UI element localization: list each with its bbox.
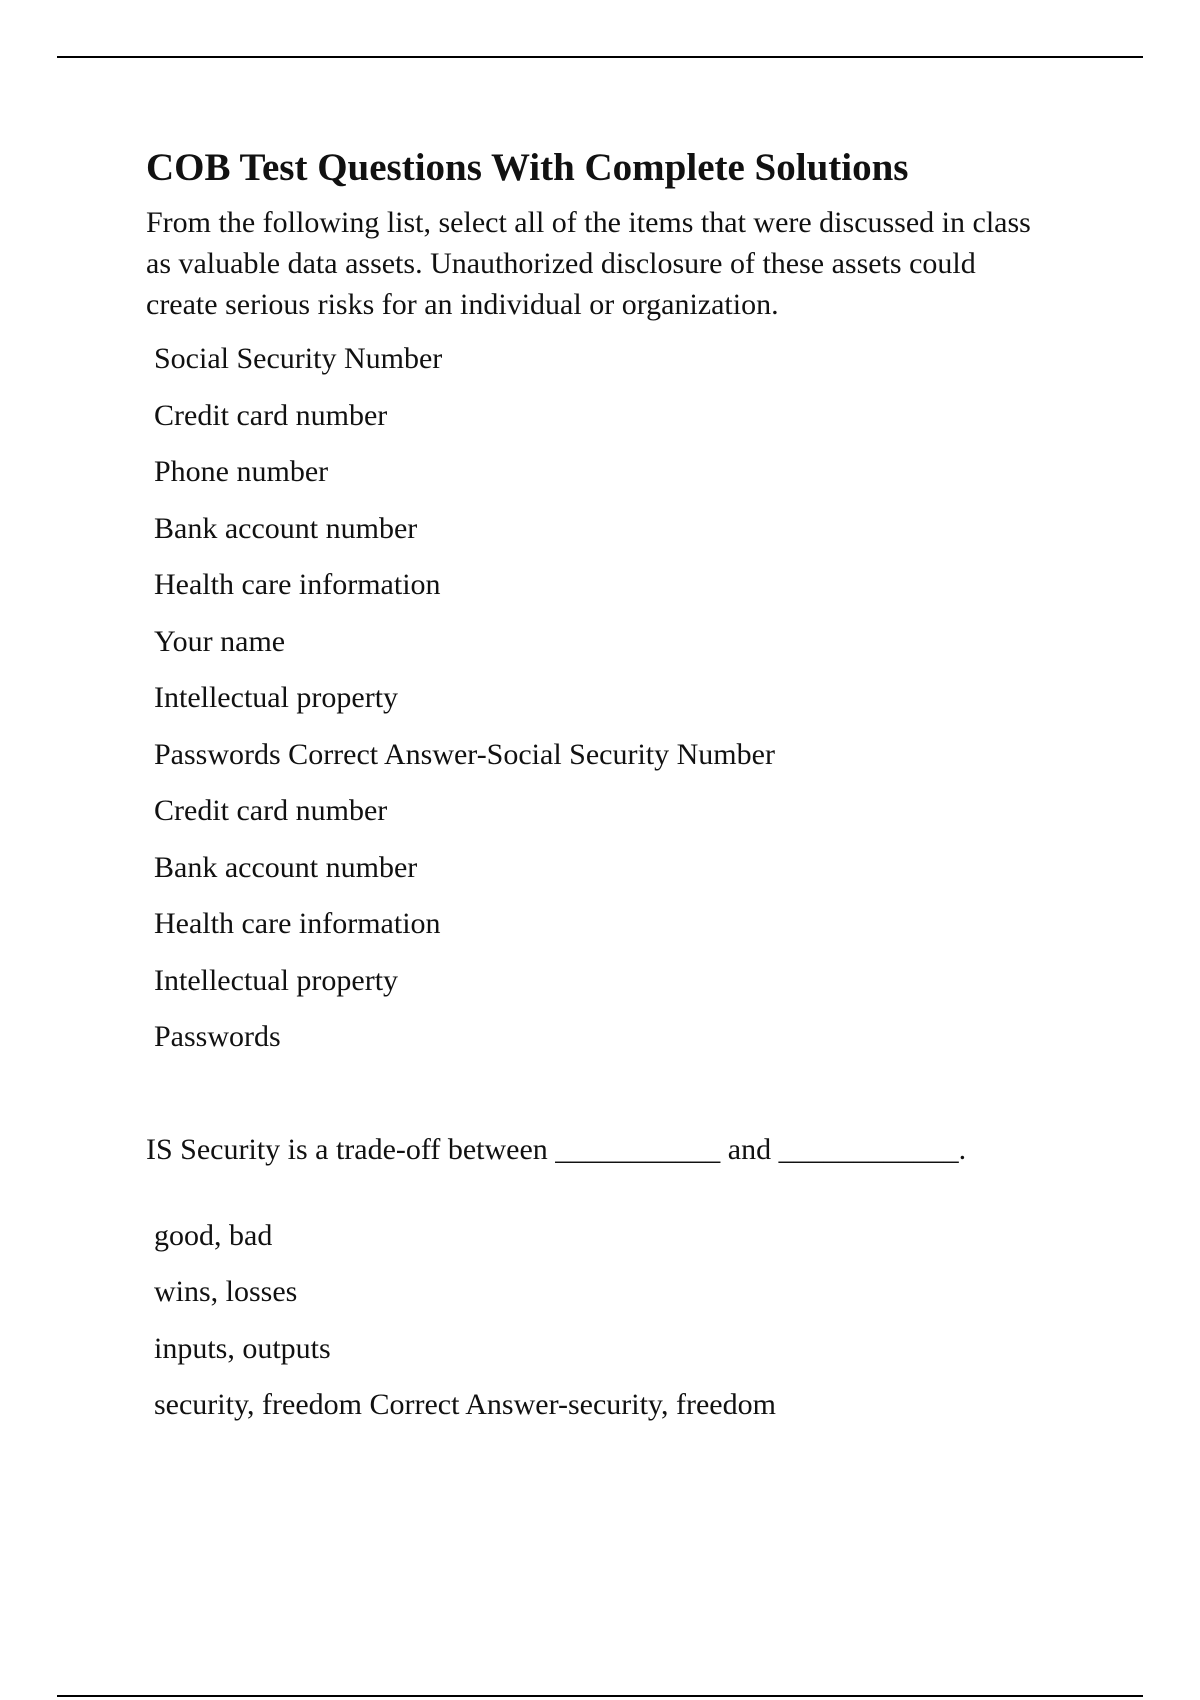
- list-item: Intellectual property: [154, 681, 399, 714]
- list-item: Social Security Number: [154, 342, 443, 375]
- list-item: Your name: [154, 624, 286, 658]
- answer-line: security, freedom Correct Answer-security, freedom: [154, 1388, 776, 1421]
- list-item: Health care information: [154, 568, 441, 601]
- list-item: Credit card number: [154, 794, 388, 827]
- list-item: Bank account number: [154, 850, 418, 884]
- question-1-prompt: From the following list, select all of the items that were discussed in class as valuable data assets. Unauthorized disclosure of these assets could create serious risks for an individual or organization.: [146, 206, 1031, 321]
- list-item: Health care information: [154, 907, 441, 940]
- question-1-options: [146, 331, 1046, 1066]
- list-item: Intellectual property: [154, 963, 399, 997]
- list-item: inputs, outputs: [154, 1331, 331, 1365]
- list-item: Phone number: [154, 455, 329, 488]
- list-item: Passwords: [154, 1020, 281, 1053]
- document-body: [146, 140, 1046, 1434]
- list-item: wins, losses: [154, 1275, 298, 1308]
- list-item: good, bad: [154, 1218, 273, 1252]
- list-item: Bank account number: [154, 511, 418, 545]
- question-2-options: [146, 1208, 1046, 1434]
- document-title: COB Test Questions With Complete Solutions: [146, 146, 909, 189]
- bottom-divider: [57, 1695, 1143, 1697]
- question-2-prompt: IS Security is a trade-off between ___________ and ____________.: [146, 1132, 967, 1166]
- answer-line: Passwords Correct Answer-Social Security Number: [154, 737, 775, 771]
- top-divider: [57, 56, 1143, 58]
- list-item: Credit card number: [154, 398, 388, 432]
